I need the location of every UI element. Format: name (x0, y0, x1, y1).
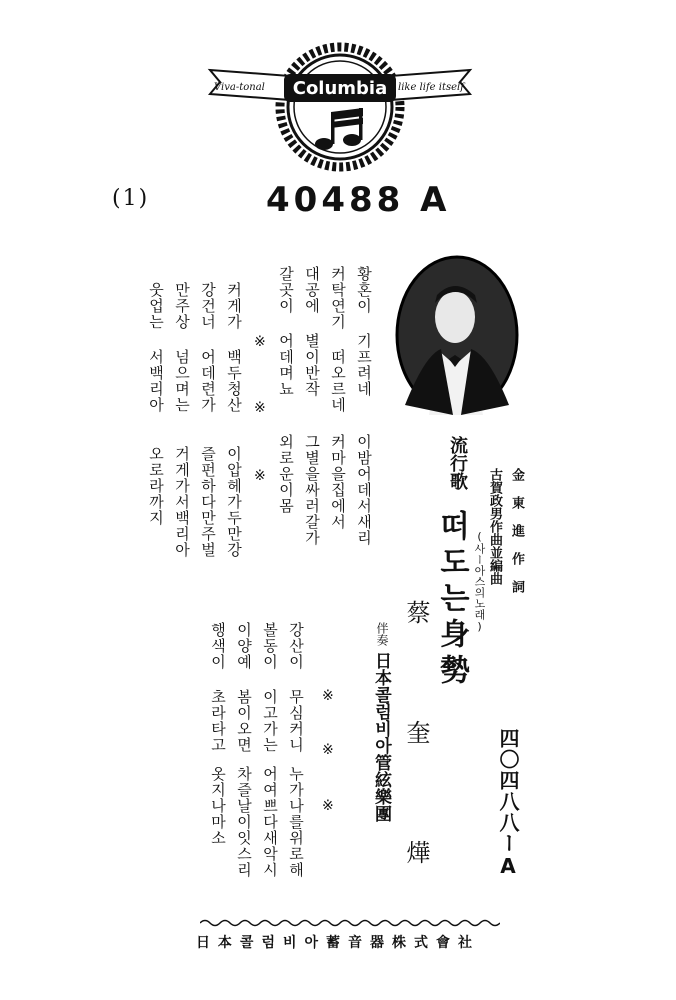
verse2-line-6: 즐펀하다만주벌 (199, 446, 217, 558)
accompaniment-label: 伴奏 (375, 622, 389, 646)
verse1-line-2: 커탁연기 떠오르네 (329, 266, 347, 413)
company-name: 日本콜럼비아蓄音器株式會社 (195, 935, 481, 951)
verse-separator: ※ (254, 334, 266, 350)
composer-credit: 古賀政男作曲並編曲 (487, 468, 502, 585)
verse3-line-8: 옷지나마소 (209, 766, 227, 846)
song-title: 떠도는身勢 (434, 510, 469, 690)
verse3-line-5: 누가나를위로해 (287, 766, 305, 878)
song-subtitle: (사ー아스의노래) (473, 530, 486, 633)
logo-right-tag: like life itself (398, 82, 464, 93)
verse1-line-3: 대공에 별이반작 (303, 266, 321, 397)
verse2-line-7: 거게가서백리아 (173, 446, 191, 558)
verse3-line-6: 어여쁘다새악시 (261, 766, 279, 878)
verse2-line-1: 커게가 백두청산 (225, 282, 243, 413)
verse2-line-8: 오로라까지 (147, 446, 165, 526)
verse-separator: ※ (322, 688, 334, 704)
verse3-line-3: 이양예 봄이오면 (235, 622, 253, 753)
laurel-wreath-icon (280, 47, 400, 167)
verse-separator: ※ (254, 468, 266, 484)
verse1-line-5: 이밤어데서새리 (355, 434, 373, 546)
verse1-line-8: 외로운이몸 (277, 434, 295, 514)
verse1-line-1: 황혼이 기프려네 (355, 266, 373, 397)
verse2-line-5: 이압헤가두만강 (225, 446, 243, 558)
verse-separator: ※ (322, 798, 334, 814)
columbia-logo (206, 42, 474, 172)
verse2-line-4: 웃업는 서백리아 (147, 282, 165, 413)
decorative-wavy-rule (200, 918, 500, 928)
verse1-line-7: 그별을싸러갈가 (303, 434, 321, 546)
verse-separator: ※ (254, 400, 266, 416)
verse2-line-2: 강건너 어데련가 (199, 282, 217, 413)
accompaniment: 日本콜럼비아管絃樂團 (371, 652, 391, 822)
verse-separator: ※ (322, 742, 334, 758)
lyricist-credit: 金 東 進 作 詞 (509, 468, 524, 593)
verse3-line-7: 차즐날이잇스리 (235, 766, 253, 878)
song-genre: 流行歌 (447, 436, 468, 490)
verse3-line-4: 행색이 초라타고 (209, 622, 227, 753)
logo-brand: Columbia (292, 78, 388, 99)
catalog-number: 四〇四八八ーA (496, 728, 520, 879)
verse1-line-6: 커마을집에서 (329, 434, 347, 530)
verse1-line-4: 갈곳이 어데며뇨 (277, 266, 295, 397)
record-number: 40488 A (266, 180, 451, 220)
verse2-line-3: 만주상 넘으며는 (173, 282, 191, 413)
verse3-line-2: 볼동이 이고가는 (261, 622, 279, 753)
singer-portrait (395, 255, 519, 415)
logo-left-tag: Viva-tonal (214, 82, 265, 93)
singer-name: 蔡 奎 燁 (402, 600, 430, 898)
side-label: (1) (112, 186, 150, 211)
verse3-line-1: 강산이 무심커니 (287, 622, 305, 753)
